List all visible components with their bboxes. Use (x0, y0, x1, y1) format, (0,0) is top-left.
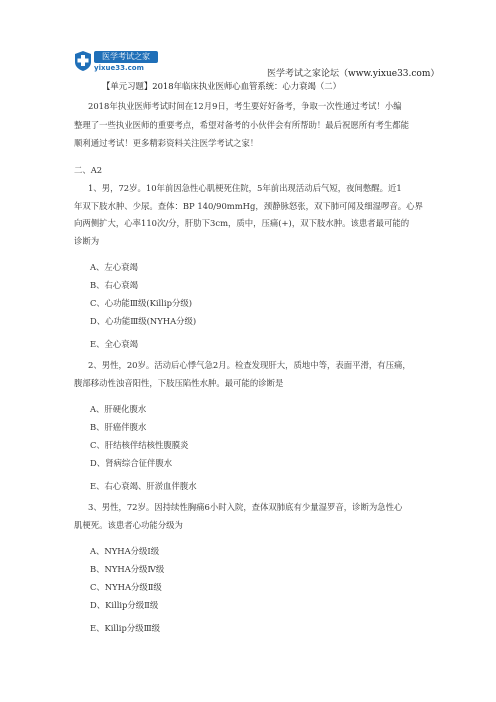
answer-option: E、全心衰竭 (90, 339, 138, 349)
answer-option: C、NYHA分级Ⅱ级 (90, 582, 162, 592)
question-line: 向两侧扩大，心率110次/分，肝肋下3cm，质中，压痛(+)，双下肢水肿。该患者最可能的 (74, 218, 410, 228)
site-header-link[interactable]: 医学考试之家论坛（www.yixue33.com） (267, 69, 440, 79)
answer-option: E、右心衰竭、肝淤血伴腹水 (90, 481, 197, 491)
answer-option: A、左心衰竭 (90, 262, 138, 272)
intro-line: 顺利通过考试！更多精彩资料关注医学考试之家！ (74, 138, 259, 148)
answer-option: B、右心衰竭 (90, 280, 139, 290)
question-line: 3、男性，72岁。因持续性胸痛6小时入院，查体双肺底有少量湿罗音，诊断为急性心 (88, 502, 403, 512)
page-title: 【单元习题】2018年临床执业医师心血管系统：心力衰竭（二） (102, 81, 342, 91)
intro-line: 整理了一些执业医师的重要考点，希望对备考的小伙伴会有所帮助！最后祝愿所有考生都能 (74, 120, 409, 130)
answer-option: B、肝癌伴腹水 (90, 422, 147, 432)
intro-line: 2018年执业医师考试时间在12月9日，考生要好好备考，争取一次性通过考试！小编 (88, 101, 402, 111)
answer-option: B、NYHA分级Ⅳ级 (90, 564, 165, 574)
answer-option: D、心功能Ⅲ级(NYHA分级) (90, 316, 197, 326)
question-line: 1、男，72岁。10年前因急性心肌梗死住院，5年前出现活动后气短，夜间憋醒。近1 (88, 183, 402, 193)
answer-option: E、Killip分级Ⅲ级 (90, 623, 161, 633)
medical-cross-icon (74, 50, 92, 72)
logo-title: 医学考试之家 (94, 51, 158, 63)
question-line: 年双下肢水肿、少尿。查体：BP 140/90mmHg，颈静脉怒张，双下肺可闻及细湿啰音。心界 (74, 201, 423, 211)
logo-domain: yixue33.com (94, 64, 144, 72)
question-line: 肌梗死。该患者心功能分级为 (74, 520, 183, 530)
answer-option: D、肾病综合征伴腹水 (90, 458, 173, 468)
site-logo[interactable] (74, 48, 160, 82)
section-heading: 二、A2 (74, 165, 103, 175)
answer-option: A、肝硬化腹水 (90, 404, 147, 414)
answer-option: A、NYHA分级Ⅰ级 (90, 546, 160, 556)
answer-option: C、肝结核伴结核性腹膜炎 (90, 440, 189, 450)
question-line: 腹部移动性浊音阳性，下肢压陷性水肿。最可能的诊断是 (74, 378, 284, 388)
answer-option: D、Killip分级Ⅱ级 (90, 600, 159, 610)
question-line: 2、男性，20岁。活动后心悸气急2月。检查发现肝大，质地中等，表面平滑，有压痛， (88, 360, 411, 370)
answer-option: C、心功能Ⅲ级(Killip分级) (90, 298, 192, 308)
question-line: 诊断为 (74, 236, 100, 246)
